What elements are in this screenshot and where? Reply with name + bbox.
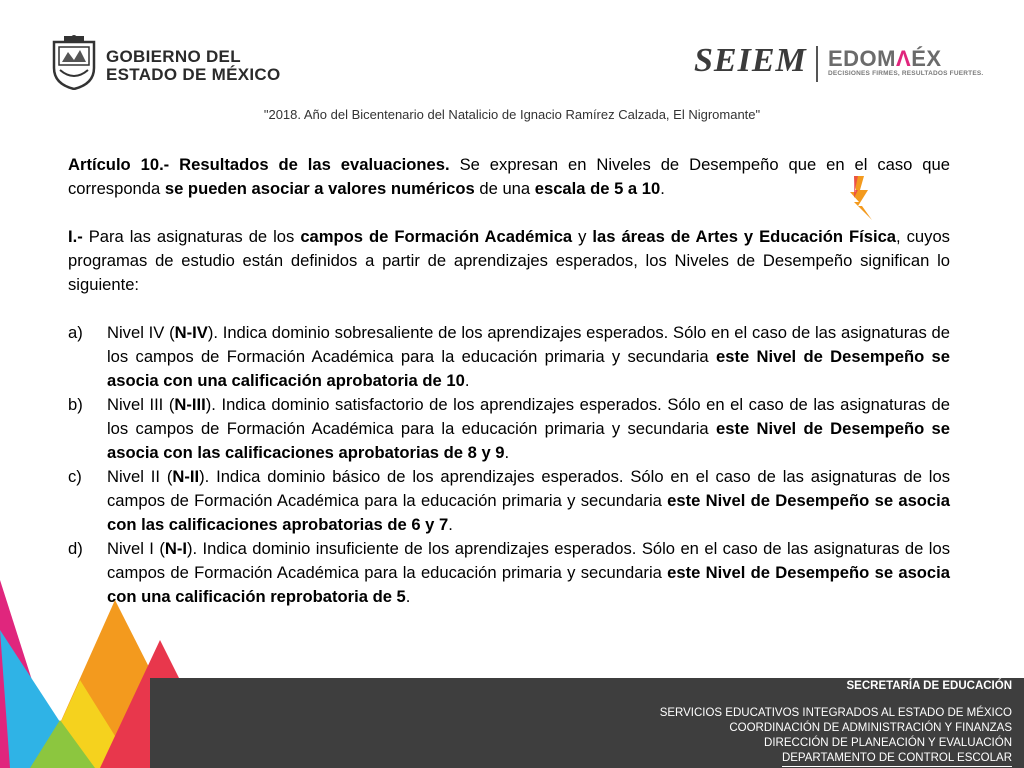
footer-departments <box>660 706 1012 767</box>
seiem-logo: SEIEM <box>694 42 807 79</box>
list-item: d) Nivel I (N-I). Indica dominio insuficiente de los aprendizajes esperados. Sólo en el caso de las asignaturas de los campos de Formación Académica para la educación primaria y secundaria este Nivel de Desempeño se asocia con una calificación reprobatoria de 5. <box>68 539 950 606</box>
government-logo <box>50 34 290 92</box>
footer-line-1: SERVICIOS EDUCATIVOS INTEGRADOS AL ESTADO DE MÉXICO <box>659 707 1012 719</box>
footer-line-4: DEPARTAMENTO DE CONTROL ESCOLAR <box>660 751 1012 767</box>
section-i-paragraph: I.- Para las asignaturas de los campos de Formación Académica y las áreas de Artes y Educación Física, cuyos programas de estudio están definidos a partir de aprendizajes esperados, los Niveles de Desempeño significan lo siguiente: <box>68 227 950 294</box>
list-item: b) Nivel III (N-III). Indica dominio satisfactorio de los aprendizajes esperados. Sólo en el caso de las asignaturas de los campos de Formación Académica para la educación primaria y secundaria este Nivel de Desempeño se asocia con las calificaciones aprobatorias de 8 y 9. <box>68 395 950 462</box>
article-paragraph: Artículo 10.- Resultados de las evaluaciones. Se expresan en Niveles de Desempeño que en el caso que corresponda se pueden asociar a valores numéricos de una escala de 5 a 10. <box>68 155 950 198</box>
list-item: c) Nivel II (N-II). Indica dominio básico de los aprendizajes esperados. Sólo en el caso de las asignaturas de los campos de Formación Académica para la educación primaria y secundaria este Nivel de Desempeño se asocia con las calificaciones aprobatorias de 6 y 7. <box>68 467 950 534</box>
performance-levels-list <box>68 321 950 609</box>
article-body <box>68 153 950 609</box>
footer-line-2: COORDINACIÓN DE ADMINISTRACIÓN Y FINANZAS <box>729 722 1012 734</box>
gov-name-line1: GOBIERNO DEL <box>106 47 241 66</box>
year-motto: "2018. Año del Bicentenario del Natalicio de Ignacio Ramírez Calzada, El Nigromante" <box>263 107 761 122</box>
lightning-bolt-icon <box>846 176 876 220</box>
seiem-edomex-logo <box>694 40 984 84</box>
edomex-logo: EDOMΛÉX <box>828 46 942 71</box>
edomex-slogan: DECISIONES FIRMES, RESULTADOS FUERTES. <box>828 70 984 77</box>
list-item: a) Nivel IV (N-IV). Indica dominio sobresaliente de los aprendizajes esperados. Sólo en el caso de las asignaturas de los campos de Formación Académica para la educación primaria y secundaria este Nivel de Desempeño se asocia con una calificación aprobatoria de 10. <box>68 323 950 390</box>
logo-divider <box>816 46 818 82</box>
state-seal-icon <box>50 34 98 90</box>
gov-name-line2: ESTADO DE MÉXICO <box>106 65 281 84</box>
footer-line-3: DIRECCIÓN DE PLANEACIÓN Y EVALUACIÓN <box>764 737 1012 749</box>
footer-title: SECRETARÍA DE EDUCACIÓN <box>846 680 1012 692</box>
